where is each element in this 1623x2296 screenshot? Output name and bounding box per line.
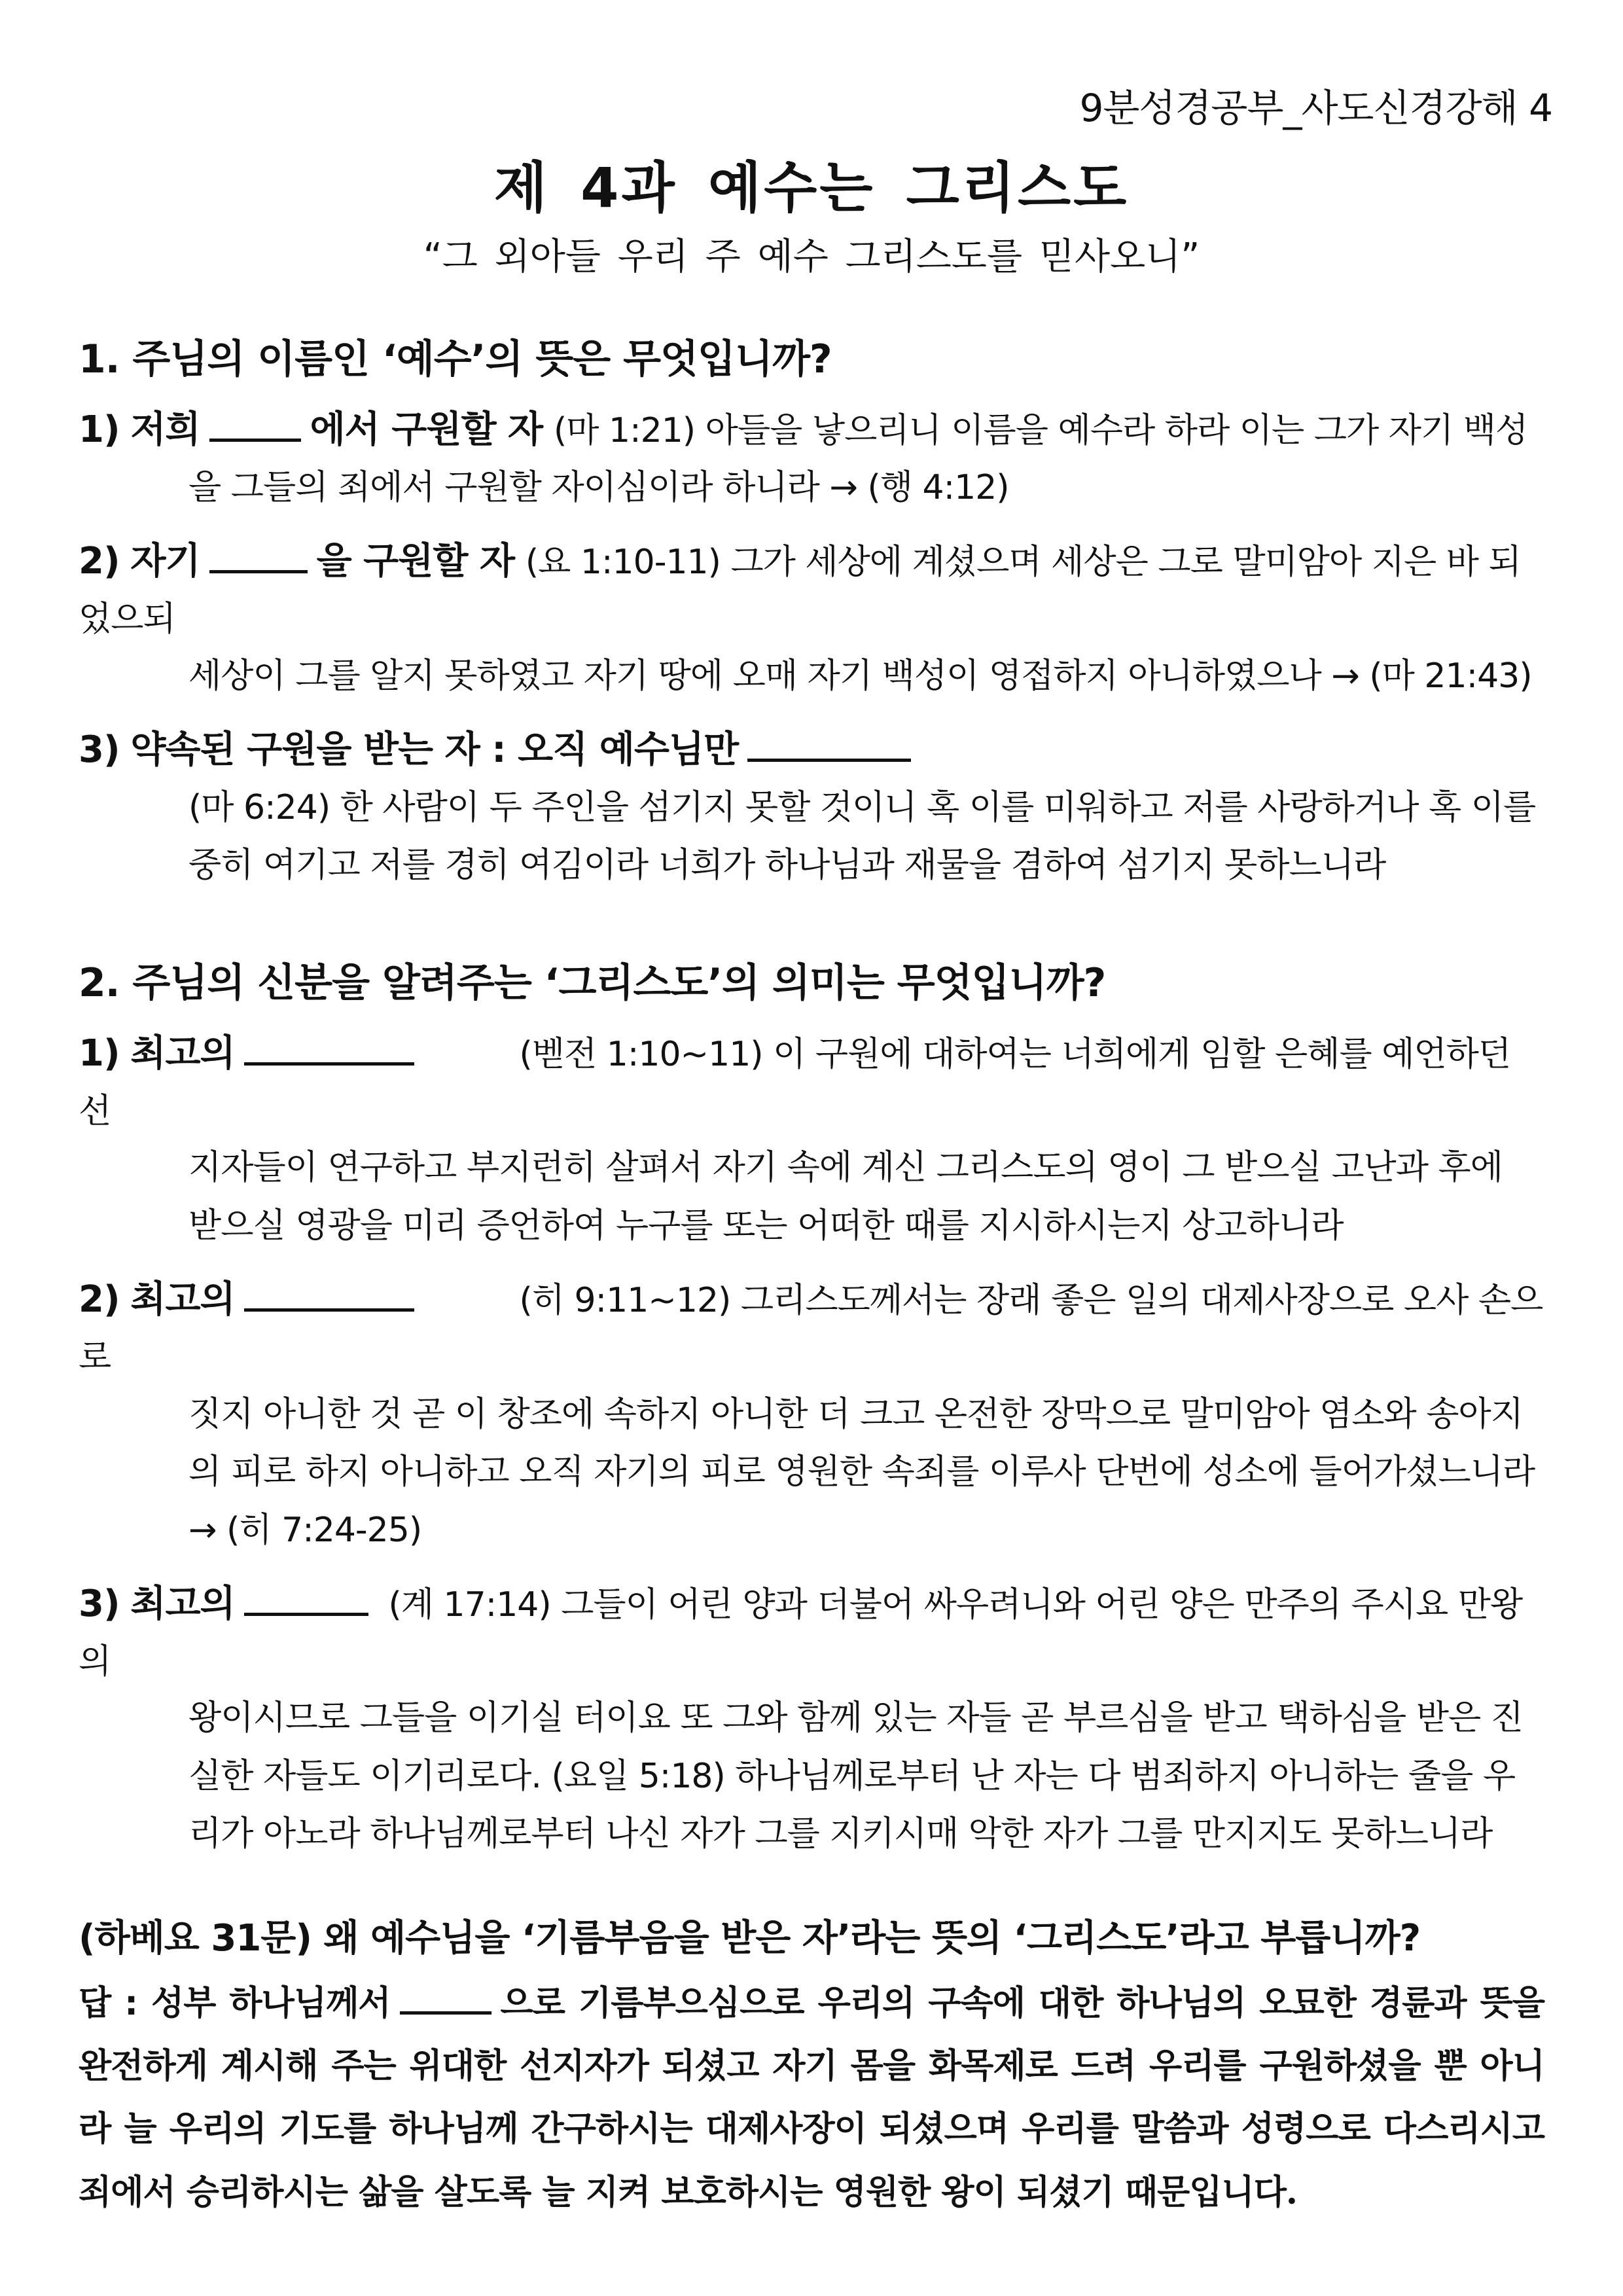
section-2-item-2 (79, 1272, 1544, 1559)
item-keyword-tail: 을 구원할 자 (316, 540, 515, 583)
item-keyword: 자기 (130, 540, 200, 583)
fill-in-blank[interactable] (244, 1274, 414, 1312)
scripture-verse: (마 6:24) 한 사람이 두 주인을 섬기지 못할 것이니 혹 이를 미워하고 저를 사랑하거나 혹 이를 중히 여기고 저를 경히 여김이라 너희가 하나님과 재물을 겸하여 섬기지 못하느니라 (188, 787, 1536, 886)
fill-in-blank[interactable] (209, 404, 301, 442)
scripture-reference: (계 17:14) 그들이 어린 양과 더불어 싸우려니와 어린 양은 만주의 주시요 만왕의 (79, 1585, 1523, 1681)
item-number: 3) (79, 1582, 120, 1625)
section-2-item-3 (79, 1576, 1544, 1863)
answer-text: 으로 기름부으심으로 우리의 구속에 대한 하나님의 오묘한 경륜과 뜻을 완전하게 계시해 주는 위대한 선지자가 되셨고 자기 몸을 화목제로 드려 우리를 구원하셨을 뿐 아니라 늘 우리의 기도를 하나님께 간구하시는 대제사장이 되셨으며 우리를 말씀과 성령으로 다스리시고 죄에서 승리하시는 삶을 살도록 늘 지켜 보호하시는 영원한 왕이 되셨기 때문입니다. (79, 1983, 1544, 2212)
fill-in-blank[interactable] (400, 1977, 491, 2015)
scripture-reference: (요 1:10-11) 그가 세상에 계셨으며 세상은 그로 말미암아 지은 바 되었으되 (79, 543, 1521, 639)
catechism-question: (하베요 31문) 왜 예수님을 ‘기름부음을 받은 자’라는 뜻의 ‘그리스도’라고 부릅니까? (79, 1916, 1421, 1960)
fill-in-blank[interactable] (747, 725, 911, 762)
scripture-reference: (벧전 1:10~11) 이 구원에 대하여는 너희에게 임할 은혜를 예언하던 선 (79, 1034, 1511, 1131)
item-number: 1) (79, 1031, 120, 1075)
item-number: 2) (79, 1278, 120, 1321)
scripture-continuation: 왕이시므로 그들을 이기실 터이요 또 그와 함께 있는 자들 곧 부르심을 받고 택하심을 받은 진실한 자들도 이기리로다. (요일 5:18) 하나님께로부터 난 자는 다 범죄하지 아니하는 줄을 우리가 아노라 하나님께로부터 나신 자가 그를 지키시매 악한 자가 그를 만지지도 못하느니라 (188, 1698, 1523, 1854)
catechism-answer (79, 1972, 1544, 2224)
page-subtitle: “그 외아들 우리 주 예수 그리스도를 믿사오니” (423, 236, 1200, 278)
scripture-continuation: 을 그들의 죄에서 구원할 자이심이라 하니라 → (행 4:12) (188, 467, 1009, 507)
main-content (79, 334, 1544, 2224)
scripture-continuation: 짓지 아니한 것 곧 이 창조에 속하지 아니한 더 크고 온전한 장막으로 말미암아 염소와 송아지의 피로 하지 아니하고 오직 자기의 피로 영원한 속죄를 이루사 단번에 성소에 들어가셨느니라 → (히 7:24-25) (188, 1394, 1535, 1550)
fill-in-blank[interactable] (244, 1579, 368, 1616)
item-keyword: 최고의 (130, 1278, 235, 1321)
section-1-item-3 (79, 722, 1544, 895)
section-1-item-2 (79, 533, 1544, 705)
item-keyword-tail: 에서 구원할 자 (310, 408, 543, 451)
answer-label: 답 : 성부 하나님께서 (79, 1984, 391, 2024)
series-label: 9분성경공부_사도신경강해 4 (1079, 86, 1552, 130)
item-number: 2) (79, 540, 120, 583)
section-2-heading: 2. 주님의 신분을 알려주는 ‘그리스도’의 의미는 무엇입니까? (79, 960, 1106, 1006)
section-1-item-1 (79, 402, 1544, 516)
fill-in-blank[interactable] (209, 536, 308, 573)
scripture-continuation: 지자들이 연구하고 부지런히 살펴서 자기 속에 계신 그리스도의 영이 그 받으실 고난과 후에 받으실 영광을 미리 증언하여 누구를 또는 어떠한 때를 지시하시는지 상고하니라 (188, 1148, 1503, 1246)
scripture-reference: (히 9:11~12) 그리스도께서는 장래 좋은 일의 대제사장으로 오사 손으로 (79, 1281, 1543, 1377)
scripture-continuation: 세상이 그를 알지 못하였고 자기 땅에 오매 자기 백성이 영접하지 아니하였으나 → (마 21:43) (188, 656, 1532, 696)
item-keyword: 최고의 (130, 1582, 235, 1625)
section-1-heading: 1. 주님의 이름인 ‘예수’의 뜻은 무엇입니까? (79, 336, 832, 382)
scripture-reference: (마 1:21) 아들을 낳으리니 이름을 예수라 하라 이는 그가 자기 백성 (553, 411, 1528, 450)
fill-in-blank[interactable] (244, 1028, 414, 1066)
item-keyword: 최고의 (130, 1031, 235, 1075)
item-number: 3) (79, 728, 120, 772)
item-number: 1) (79, 408, 120, 451)
section-2-item-1 (79, 1026, 1544, 1255)
page-title: 제 4과 예수는 그리스도 (493, 156, 1130, 220)
item-keyword: 약속된 구원을 받는 자 : 오직 예수님만 (130, 728, 739, 772)
item-keyword: 저희 (130, 408, 200, 451)
